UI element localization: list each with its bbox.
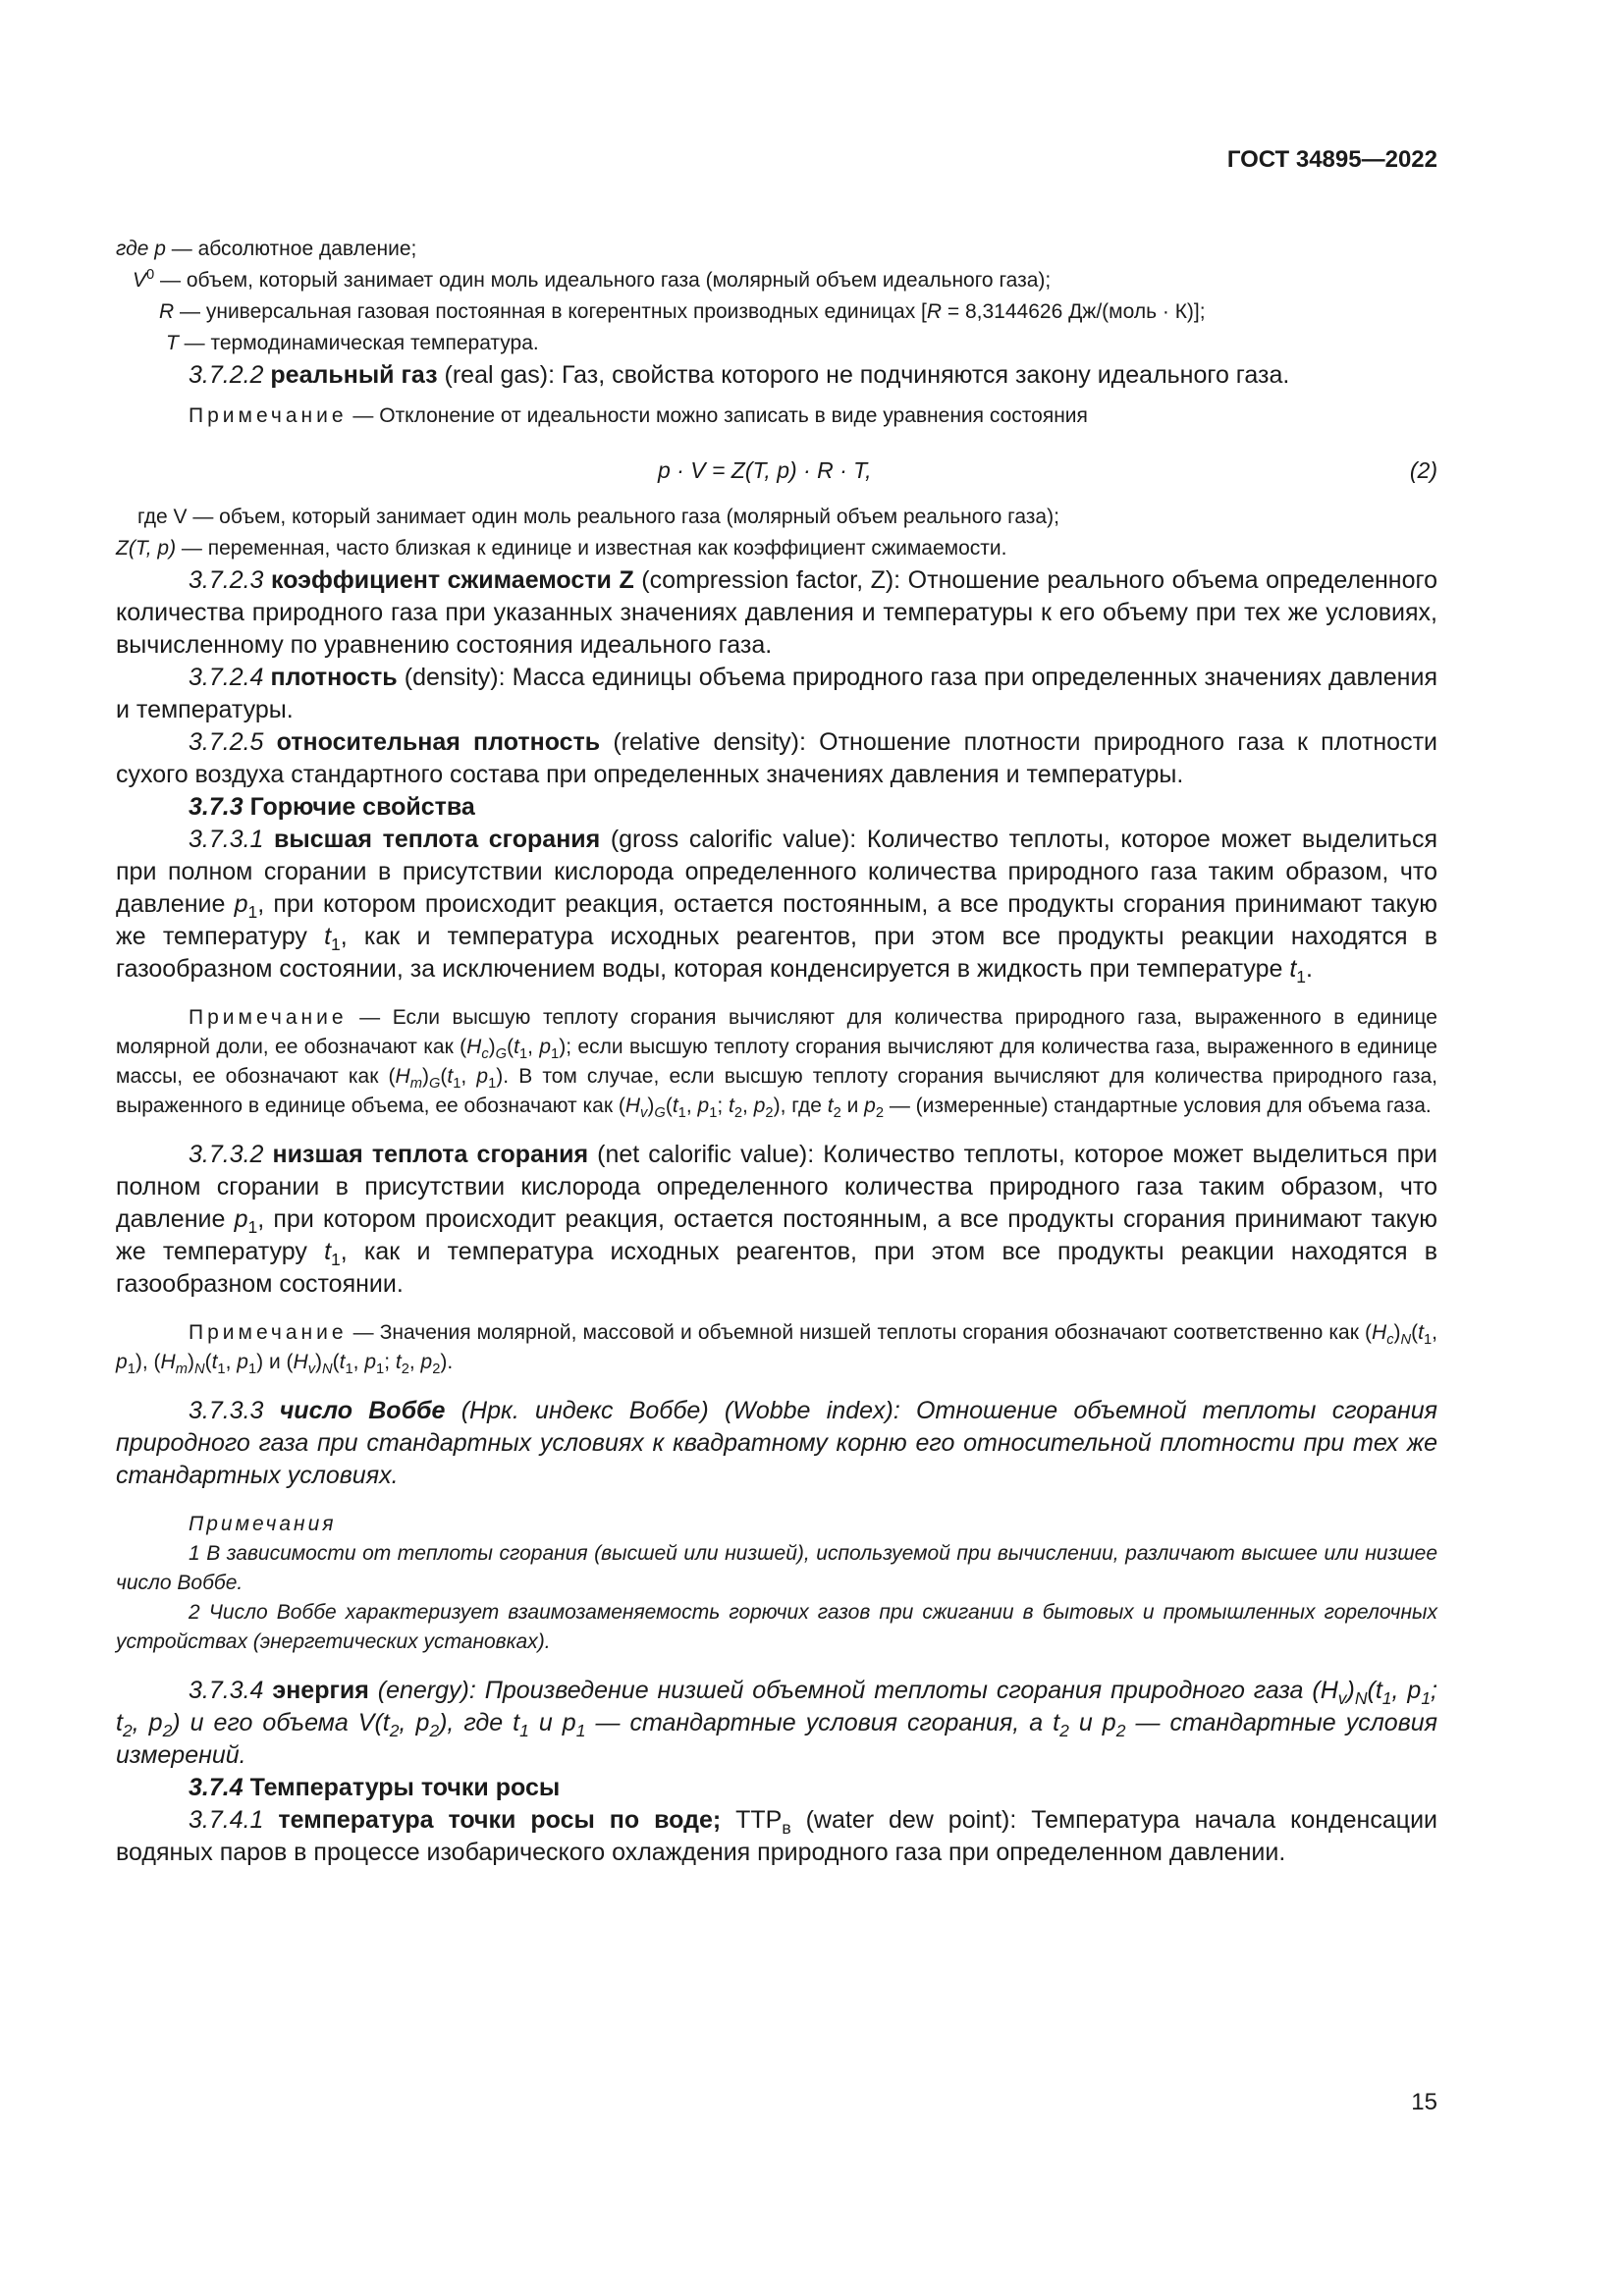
note-text: , (141, 1351, 154, 1373)
note-text: и (840, 1095, 865, 1117)
section-3-7-2-5 (116, 726, 1437, 791)
definition: (real gas): Газ, свойства которого не подчиняются закону идеального газа. (437, 361, 1290, 389)
section-number: 3.7.2.5 (189, 728, 264, 756)
definition-t (116, 328, 1437, 359)
symbol-r-inline: R (926, 300, 943, 323)
term: реальный газ (270, 361, 438, 389)
section-3-7-2-4 (116, 662, 1437, 726)
heading-3-7-4 (116, 1772, 1437, 1804)
note-text: . (447, 1351, 454, 1373)
note-label: Примечание (189, 1006, 348, 1029)
definition: (relative density): Отношение плотности природного газа к плотности сухого воздуха стандартного состава при определенных значениях давления и температуры. (116, 728, 1437, 788)
symbol-v: V (133, 269, 147, 292)
term: плотность (270, 664, 398, 691)
term: число Воббе (279, 1397, 446, 1424)
note-1 (116, 401, 1437, 431)
note-text: — Значения молярной, массовой и объемной низшей теплоты сгорания обозначают соответственно как (347, 1321, 1366, 1344)
symbol-superscript: 0 (146, 267, 155, 283)
definition-part: , где (447, 1709, 514, 1736)
section-3-7-3-3 (116, 1395, 1437, 1492)
term: высшая теплота сгорания (274, 826, 601, 853)
definition-text: — термодинамическая температура. (178, 332, 539, 354)
section-3-7-3-2: 3.7.3.2 низшая теплота сгорания (net calorific value): Количество теплоты, которое может выделиться при полном сгорании в присутствии кислорода определенного количества природного газа таким образом, что давление $p_1$, при котором происходит реакция, остается постоянным, а все продукты сгорания принимают такую же температуру $t_1$, как и температура исходных реагентов, при этом все продукты реакции находятся в газообразном состоянии. (116, 1141, 1437, 1298)
section-number: 3.7.2.4 (189, 664, 264, 691)
definition-text: — универсальная газовая постоянная в когерентных производных единицах [ (174, 300, 927, 323)
heading-number: 3.7.4 (189, 1774, 244, 1801)
heading-title: Горючие свойства (249, 793, 475, 821)
note-3: Примечание — Значения молярной, массовой и объемной низшей теплоты сгорания обозначают соответственно как $(H_c)_N(t_1$, $p_1$), $(H_m)_N(t_1$, $p_1$) и $(H_v)_N(t_1$, $p_1$; $t_2$, $p_2$). (116, 1321, 1437, 1378)
document-body (116, 234, 1437, 1869)
definition-text: — абсолютное давление; (165, 238, 417, 260)
note-2: Примечание — Если высшую теплоту сгорания вычисляют для количества природного газа, выраженного в единице молярной доли, ее обозначают как $(H_c)_G(t_1$, $p_1$); если высшую теплоту сгорания вычисляют для количества газа, выраженного в единице массы, ее обозначают как $(H_m)_G(t_1$, $p_1$). В том случае, если высшую теплоту сгорания вычисляют для количества природного газа, выраженного в единице объема, ее обозначают как $(H_v)_G(t_1$, $p_1$; $t_2$, $p_2$), где $t_2$ и $p_2$ — (измеренные) стандартные условия для объема газа. (116, 1006, 1437, 1122)
note-4-1: 1 В зависимости от теплоты сгорания (высшей или низшей), используемой при вычислении, различают высшее или низшее число Воббе. (116, 1542, 1437, 1594)
definition-part: (gross calorific value): Количество теплоты, которое может выделиться при полном сгорании в присутствии кислорода определенного количества природного газа таким образом, что давление (116, 826, 1437, 918)
section-number: 3.7.4.1 (189, 1806, 264, 1834)
definition-part: , при котором происходит реакция, остается постоянным, а все продукты сгорания принимают такую же температуру (116, 890, 1437, 950)
definition-text: — объем, который занимает один моль идеального газа (молярный объем идеального газа); (154, 269, 1052, 292)
definition-part: (energy): Произведение низшей объемной теплоты сгорания природного газа (368, 1677, 1313, 1704)
notes-4-label (116, 1510, 1437, 1539)
abbreviation: ТТР (721, 1806, 783, 1834)
definition-part: и (528, 1709, 563, 1736)
section-number: 3.7.3.3 (189, 1397, 264, 1424)
definition-part: . (1306, 955, 1313, 983)
note-text: ; если высшую теплоту сгорания вычисляют для количества газа, выраженного в единице массы, ее обозначают как (116, 1036, 1437, 1088)
symbol-r: R (159, 300, 175, 323)
definition-part: — стандартные условия измерений. (116, 1709, 1438, 1769)
definition: (density): Масса единицы объема природного газа при определенных значениях давления и температуры. (116, 664, 1437, 723)
abbreviation-subscript: в (782, 1818, 791, 1838)
symbol-v-label: где V (137, 506, 188, 528)
definition-v (116, 502, 1437, 533)
definition-part: , как и температура исходных реагентов, при этом все продукты реакции находятся в газообразном состоянии. (116, 1238, 1437, 1298)
note-4-2: 2 Число Воббе характеризует взаимозаменяемость горючих газов при сжигании в бытовых и промышленных горелочных устройствах (энергетических установках). (116, 1601, 1437, 1653)
section-3-7-2-3 (116, 564, 1437, 662)
section-number: 3.7.3.2 (189, 1141, 264, 1168)
term: температура точки росы по воде; (278, 1806, 722, 1834)
definition-part: — стандартные условия сгорания, а (585, 1709, 1054, 1736)
term: коэффициент сжимаемости Z (271, 566, 634, 594)
page-number: 15 (1411, 2089, 1437, 2115)
definition: (water dew point): Температура начала конденсации водяных паров в процессе изобарического охлаждения природного газа при определенном давлении. (116, 1806, 1437, 1866)
note-text: — (измеренные) стандартные условия для объема газа. (884, 1095, 1432, 1117)
term: относительная плотность (276, 728, 601, 756)
heading-number: 3.7.3 (189, 793, 244, 821)
term: низшая теплота сгорания (272, 1141, 589, 1168)
note-text: — Если высшую теплоту сгорания вычисляют для количества природного газа, выраженного в единице молярной доли, ее обозначают как (116, 1006, 1437, 1058)
definition-p (116, 234, 1437, 265)
note-text: и (263, 1351, 287, 1373)
note-label: Примечание (189, 404, 348, 427)
symbol-z: Z(T, p) (116, 537, 177, 560)
symbol-t: T (166, 332, 179, 354)
section-3-7-2-2 (116, 359, 1437, 392)
notes-label: Примечания (189, 1513, 337, 1535)
definition-v0 (116, 265, 1437, 296)
definition: (Нрк. индекс Воббе) (Wobbe index): Отношение объемной теплоты сгорания природного газа при стандартных условиях к квадратному корню его относительной плотности при тех же стандартных условиях. (116, 1397, 1438, 1489)
section-number: 3.7.2.3 (189, 566, 264, 594)
definition-part: (net calorific value): Количество теплоты, которое может выделиться при полном сгорании в присутствии кислорода определенного количества природного газа таким образом, что давление (116, 1141, 1437, 1233)
section-number: 3.7.3.4 (189, 1677, 264, 1704)
definition-part: , как и температура исходных реагентов, при этом все продукты реакции находятся в газообразном состоянии, за исключением воды, которая конденсируется в жидкость при температуре (116, 923, 1437, 983)
definition-part: , при котором происходит реакция, остается постоянным, а все продукты сгорания принимают такую же температуру (116, 1205, 1437, 1265)
heading-title: Температуры точки росы (249, 1774, 561, 1801)
definition-r (116, 296, 1437, 328)
section-number: 3.7.3.1 (189, 826, 264, 853)
section-3-7-3-4: 3.7.3.4 энергия (energy): Произведение низшей объемной теплоты сгорания природного газа $(H_v)_N(t_1$, $p_1$; $t_2$, $p_2$) и его объема $V(t_2$, $p_2$), где $t_1$ и $p_1$ — стандартные условия сгорания, а $t_2$ и $p_2$ — стандартные условия измерений. (116, 1677, 1438, 1769)
section-3-7-4-1 (116, 1804, 1437, 1869)
definition-text-end: = 8,3144626 Дж/(моль · К)]; (942, 300, 1206, 323)
note-text: , где (780, 1095, 828, 1117)
definition-part: и его объема (180, 1709, 358, 1736)
note-label: Примечание (189, 1321, 348, 1344)
section-3-7-3-1: 3.7.3.1 высшая теплота сгорания (gross calorific value): Количество теплоты, которое может выделиться при полном сгорании в присутствии кислорода определенного количества природного газа таким образом, что давление $p_1$, при котором происходит реакция, остается постоянным, а все продукты сгорания принимают такую же температуру $t_1$, как и температура исходных реагентов, при этом все продукты реакции находятся в газообразном состоянии, за исключением воды, которая конденсируется в жидкость при температуре $t_1$. (116, 826, 1437, 987)
equation-2 (116, 449, 1437, 492)
definition: (compression factor, Z): Отношение реального объема определенного количества природного газа при указанных значениях давления и температуры к его объему при тех же условиях, вычисленному по уравнению состояния идеального газа. (116, 566, 1437, 659)
equation-formula: p · V = Z(T, p) · R · T, (658, 457, 872, 483)
symbol-p: где p (116, 238, 166, 260)
definition-text: — объем, который занимает один моль реального газа (молярный объем реального газа); (187, 506, 1059, 528)
term: энергия (272, 1677, 369, 1704)
heading-3-7-3 (116, 791, 1437, 824)
definition-part: и (1068, 1709, 1103, 1736)
section-number: 3.7.2.2 (189, 361, 264, 389)
equation-number: (2) (1409, 457, 1437, 483)
definition-z (116, 533, 1437, 564)
document-header: ГОСТ 34895—2022 (1226, 146, 1437, 173)
note-text: — Отклонение от идеальности можно записать в виде уравнения состояния (347, 404, 1088, 427)
definition-text: — переменная, часто близкая к единице и известная как коэффициент сжимаемости. (176, 537, 1007, 560)
note-text: . В том случае, если высшую теплоту сгорания вычисляют для количества природного газа, выраженного в единице объема, ее обозначают как (116, 1065, 1437, 1117)
